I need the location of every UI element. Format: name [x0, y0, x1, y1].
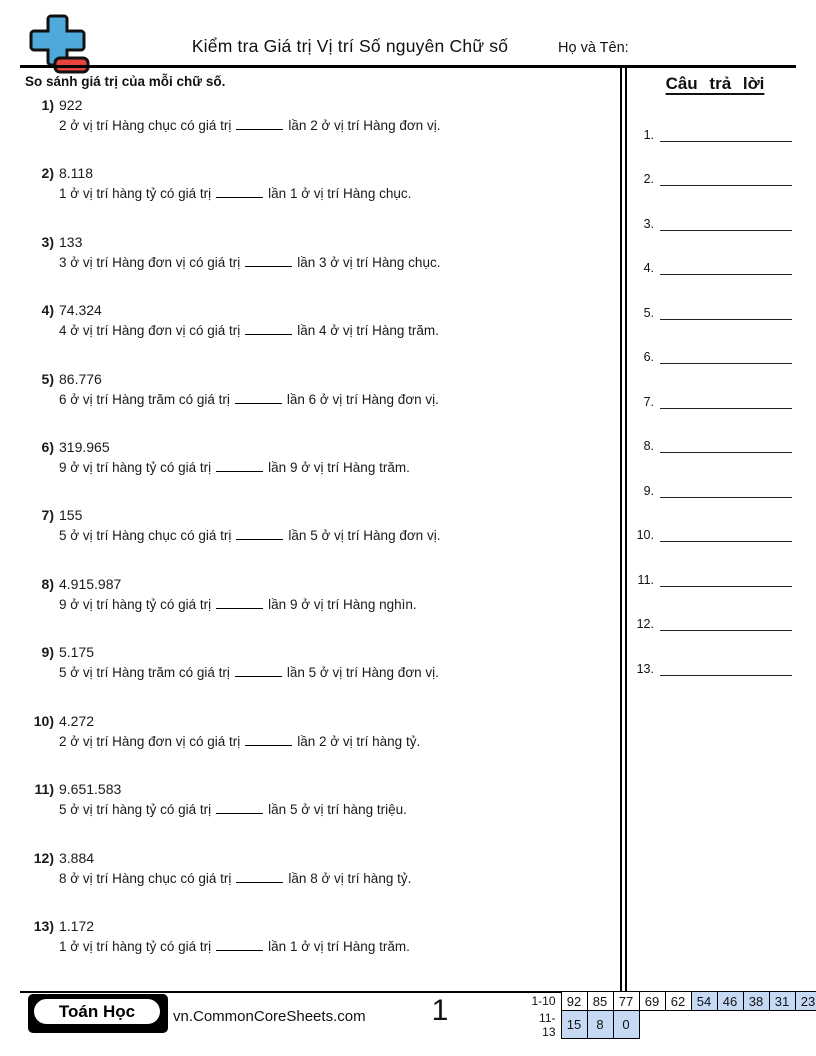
problem-question	[59, 186, 605, 201]
answer-blank[interactable]	[245, 735, 292, 746]
problem-3	[30, 234, 605, 270]
header-rule	[20, 65, 796, 68]
answer-row-2	[629, 166, 792, 186]
score-cell: 31	[769, 992, 795, 1011]
question-before-blank: 1 ở vị trí hàng tỷ có giá trị	[59, 186, 212, 201]
problem-value: 9.651.583	[59, 781, 122, 797]
answer-row-10	[629, 522, 792, 542]
problem-4	[30, 302, 605, 338]
score-row-11-13	[531, 1011, 816, 1039]
answer-row-5	[629, 300, 792, 320]
answer-number: 10.	[636, 528, 654, 542]
problem-question	[59, 460, 605, 475]
problem-1	[30, 97, 605, 133]
score-cell: 15	[561, 1011, 587, 1039]
column-separator	[620, 68, 627, 993]
question-before-blank: 9 ở vị trí hàng tỷ có giá trị	[59, 460, 212, 475]
problem-7	[30, 507, 605, 543]
problem-question	[59, 323, 605, 338]
answer-write-line[interactable]	[660, 211, 792, 231]
problem-6	[30, 439, 605, 475]
answer-blank[interactable]	[245, 324, 292, 335]
question-after-blank: lần 5 ở vị trí Hàng đơn vị.	[288, 528, 441, 543]
question-after-blank: lần 5 ở vị trí hàng triệu.	[268, 802, 407, 817]
answer-row-6	[629, 344, 792, 364]
answer-number: 8.	[643, 439, 654, 453]
question-before-blank: 5 ở vị trí Hàng trăm có giá trị	[59, 665, 230, 680]
problem-number: 2)	[41, 165, 54, 181]
answer-blank[interactable]	[216, 187, 263, 198]
answers-title: Câu trả lời	[665, 74, 765, 93]
answer-number: 9.	[643, 484, 654, 498]
answer-number: 1.	[643, 128, 654, 142]
answer-row-12	[629, 611, 792, 631]
problem-question	[59, 118, 605, 133]
problem-number: 13)	[33, 918, 54, 934]
question-after-blank: lần 5 ở vị trí Hàng đơn vị.	[286, 665, 439, 680]
problem-value: 4.272	[59, 713, 95, 729]
problem-value: 1.172	[59, 918, 95, 934]
question-after-blank: lần 2 ở vị trí Hàng đơn vị.	[288, 118, 441, 133]
answer-blank[interactable]	[235, 666, 282, 677]
problem-question	[59, 939, 605, 954]
answer-blank[interactable]	[216, 598, 263, 609]
answer-write-line[interactable]	[660, 656, 792, 676]
problem-number: 3)	[41, 234, 54, 250]
page-number: 1	[431, 994, 449, 1027]
problem-question	[59, 392, 605, 407]
score-cell: 46	[717, 992, 743, 1011]
question-after-blank: lần 2 ở vị trí hàng tỷ.	[297, 734, 421, 749]
answer-number: 4.	[643, 261, 654, 275]
answer-write-line[interactable]	[660, 300, 792, 320]
score-cell: 23	[795, 992, 816, 1011]
question-before-blank: 9 ở vị trí hàng tỷ có giá trị	[59, 597, 212, 612]
answer-number: 12.	[636, 617, 654, 631]
score-cell: 38	[743, 992, 769, 1011]
score-cell: 85	[587, 992, 613, 1011]
answer-row-1	[629, 122, 792, 142]
problem-question	[59, 255, 605, 270]
answer-write-line[interactable]	[660, 478, 792, 498]
answer-write-line[interactable]	[660, 166, 792, 186]
answer-number: 2.	[643, 172, 654, 186]
answer-blank[interactable]	[245, 256, 292, 267]
answer-number: 5.	[643, 306, 654, 320]
problem-question	[59, 802, 605, 817]
problem-value: 86.776	[59, 371, 102, 387]
answer-blank[interactable]	[216, 803, 263, 814]
question-after-blank: lần 9 ở vị trí Hàng nghìn.	[268, 597, 417, 612]
problem-number: 1)	[41, 97, 54, 113]
problem-number: 7)	[41, 507, 54, 523]
answer-number: 11.	[637, 573, 654, 587]
answer-number: 3.	[643, 217, 654, 231]
problem-value: 922	[59, 97, 83, 113]
problem-value: 8.118	[59, 165, 93, 181]
problem-value: 155	[59, 507, 83, 523]
problem-question	[59, 734, 605, 749]
question-after-blank: lần 6 ở vị trí Hàng đơn vị.	[286, 392, 439, 407]
score-cell: 0	[613, 1011, 639, 1039]
problem-number: 5)	[41, 371, 54, 387]
problem-9	[30, 644, 605, 680]
question-before-blank: 6 ở vị trí Hàng trăm có giá trị	[59, 392, 230, 407]
answer-blank[interactable]	[236, 119, 283, 130]
question-before-blank: 2 ở vị trí Hàng chục có giá trị	[59, 118, 232, 133]
problem-value: 133	[59, 234, 83, 250]
problem-number: 4)	[41, 302, 54, 318]
name-label: Họ và Tên:	[558, 40, 629, 56]
score-table	[531, 991, 816, 1039]
question-after-blank: lần 9 ở vị trí Hàng trăm.	[268, 460, 410, 475]
answer-write-line[interactable]	[660, 122, 792, 142]
answer-number: 7.	[643, 395, 654, 409]
subject-badge-label: Toán Học	[32, 997, 162, 1026]
question-after-blank: lần 4 ở vị trí Hàng trăm.	[297, 323, 439, 338]
answer-blank[interactable]	[216, 461, 263, 472]
answer-write-line[interactable]	[660, 389, 792, 409]
question-before-blank: 2 ở vị trí Hàng đơn vị có giá trị	[59, 734, 241, 749]
score-cell: 62	[665, 992, 691, 1011]
score-cell: 69	[639, 992, 665, 1011]
score-cell: 8	[587, 1011, 613, 1039]
instruction-text: So sánh giá trị của mỗi chữ số.	[25, 74, 226, 89]
answer-number: 6.	[643, 350, 654, 364]
answer-row-11	[629, 567, 792, 587]
problem-value: 3.884	[59, 850, 95, 866]
problem-value: 319.965	[59, 439, 110, 455]
problem-question	[59, 871, 605, 886]
question-before-blank: 8 ở vị trí Hàng chục có giá trị	[59, 871, 232, 886]
answer-row-7	[629, 389, 792, 409]
answer-row-3	[629, 211, 792, 231]
question-before-blank: 3 ở vị trí Hàng đơn vị có giá trị	[59, 255, 241, 270]
page-title: Kiểm tra Giá trị Vị trí Số nguyên Chữ số	[191, 36, 509, 56]
question-before-blank: 1 ở vị trí hàng tỷ có giá trị	[59, 939, 212, 954]
problem-number: 10)	[33, 713, 54, 729]
question-after-blank: lần 1 ở vị trí Hàng trăm.	[268, 939, 410, 954]
problem-8	[30, 576, 605, 612]
question-after-blank: lần 8 ở vị trí hàng tỷ.	[288, 871, 412, 886]
problem-2	[30, 165, 605, 201]
answer-blank[interactable]	[235, 393, 282, 404]
question-after-blank: lần 3 ở vị trí Hàng chục.	[297, 255, 441, 270]
question-before-blank: 5 ở vị trí hàng tỷ có giá trị	[59, 802, 212, 817]
answer-row-4	[629, 255, 792, 275]
answer-blank[interactable]	[216, 940, 263, 951]
problem-value: 4.915.987	[59, 576, 122, 592]
score-range-label: 11-13	[539, 1010, 556, 1039]
score-cell: 54	[691, 992, 717, 1011]
answer-write-line[interactable]	[660, 344, 792, 364]
problem-number: 9)	[41, 644, 54, 660]
score-range-label: 1-10	[531, 994, 556, 1008]
problem-5	[30, 371, 605, 407]
score-row-1-10	[531, 992, 816, 1011]
question-before-blank: 5 ở vị trí Hàng chục có giá trị	[59, 528, 232, 543]
problem-number: 8)	[41, 576, 54, 592]
problem-13	[30, 918, 605, 954]
answer-write-line[interactable]	[660, 611, 792, 631]
subject-badge	[28, 994, 168, 1033]
question-after-blank: lần 1 ở vị trí Hàng chục.	[268, 186, 412, 201]
answer-blank[interactable]	[236, 529, 283, 540]
problem-question	[59, 528, 605, 543]
answer-write-line[interactable]	[660, 433, 792, 453]
site-url: vn.CommonCoreSheets.com	[173, 1008, 366, 1025]
problem-number: 11)	[34, 781, 54, 797]
score-cell: 77	[613, 992, 639, 1011]
answer-row-9	[629, 478, 792, 498]
answer-write-line[interactable]	[660, 567, 792, 587]
problem-12	[30, 850, 605, 886]
answer-row-13	[629, 656, 792, 676]
problem-value: 5.175	[59, 644, 95, 660]
problem-10	[30, 713, 605, 749]
score-cell: 92	[561, 992, 587, 1011]
answer-blank[interactable]	[236, 872, 283, 883]
answer-write-line[interactable]	[660, 522, 792, 542]
problem-11	[30, 781, 605, 817]
problem-number: 12)	[33, 850, 54, 866]
question-before-blank: 4 ở vị trí Hàng đơn vị có giá trị	[59, 323, 241, 338]
problem-number: 6)	[41, 439, 54, 455]
problem-value: 74.324	[59, 302, 102, 318]
problem-question	[59, 665, 605, 680]
problem-question	[59, 597, 605, 612]
answer-row-8	[629, 433, 792, 453]
answer-number: 13.	[636, 662, 654, 676]
answer-write-line[interactable]	[660, 255, 792, 275]
